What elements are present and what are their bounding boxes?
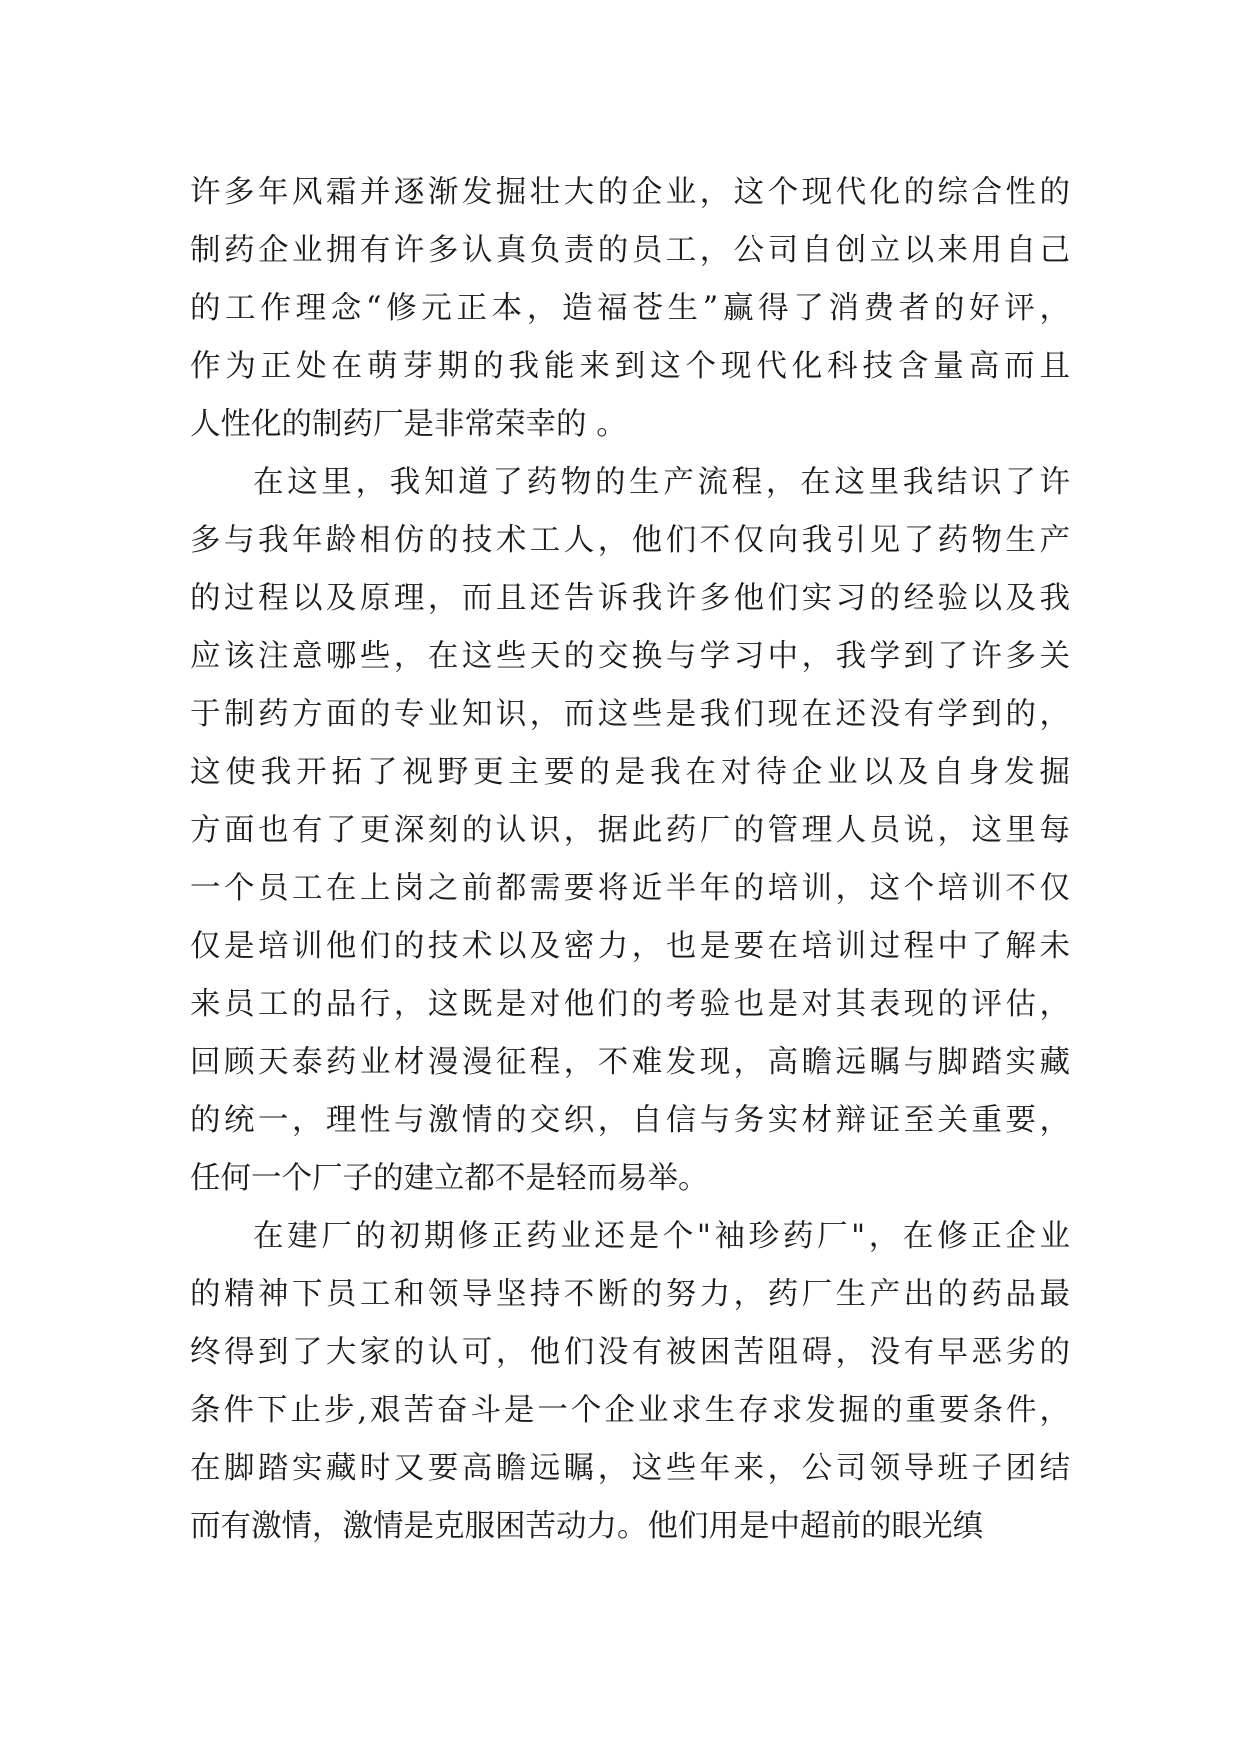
body-text [190,164,1070,1556]
text-line: 制药企业拥有许多认真负责的员工，公司自创立以来用自己 [190,233,1070,268]
text-line: 来员工的品行，这既是对他们的考验也是对其表现的评估， [190,987,1070,1022]
text-line: 而有激情，激情是克服困苦动力。他们用是中超前的眼光缜 [190,1509,983,1544]
text-line: 在这里，我知道了药物的生产流程，在这里我结识了许 [253,465,1070,500]
paragraph [190,454,1070,1208]
text-line: 作为正处在萌芽期的我能来到这个现代化科技含量高而且 [190,349,1070,384]
text-line: 的统一，理性与激情的交织，自信与务实材辩证至关重要， [190,1103,1070,1138]
text-line: 这使我开拓了视野更主要的是我在对待企业以及自身发掘 [190,755,1070,790]
text-line: 许多年风霜并逐渐发掘壮大的企业，这个现代化的综合性的 [190,175,1070,210]
paragraph [190,1208,1070,1556]
text-line: 回顾天泰药业材漫漫征程，不难发现，高瞻远瞩与脚踏实藏 [190,1045,1070,1080]
text-line: 人性化的制药厂是非常荣幸的 。 [190,407,627,442]
text-line: 条件下止步,艰苦奋斗是一个企业求生存求发掘的重要条件， [190,1393,1070,1428]
paragraph [190,164,1070,454]
text-line: 任何一个厂子的建立都不是轻而易举。 [190,1161,709,1196]
text-line: 的精神下员工和领导坚持不断的努力，药厂生产出的药品最 [190,1277,1070,1312]
text-line: 于制药方面的专业知识，而这些是我们现在还没有学到的， [190,697,1070,732]
text-line: 的过程以及原理，而且还告诉我许多他们实习的经验以及我 [190,581,1070,616]
text-line: 在脚踏实藏时又要高瞻远瞩，这些年来，公司领导班子团结 [190,1451,1070,1486]
text-line: 终得到了大家的认可，他们没有被困苦阻碍，没有早恶劣的 [190,1335,1070,1370]
text-line: 方面也有了更深刻的认识，据此药厂的管理人员说，这里每 [190,813,1070,848]
text-line: 的工作理念“修元正本，造福苍生”赢得了消费者的好评， [190,291,1070,326]
text-line: 一个员工在上岗之前都需要将近半年的培训，这个培训不仅 [190,871,1070,906]
text-line: 仅是培训他们的技术以及密力，也是要在培训过程中了解未 [190,929,1070,964]
text-line: 多与我年龄相仿的技术工人，他们不仅向我引见了药物生产 [190,523,1070,558]
text-line: 应该注意哪些，在这些天的交换与学习中，我学到了许多关 [190,639,1070,674]
text-line: 在建厂的初期修正药业还是个"袖珍药厂"，在修正企业 [253,1219,1070,1254]
